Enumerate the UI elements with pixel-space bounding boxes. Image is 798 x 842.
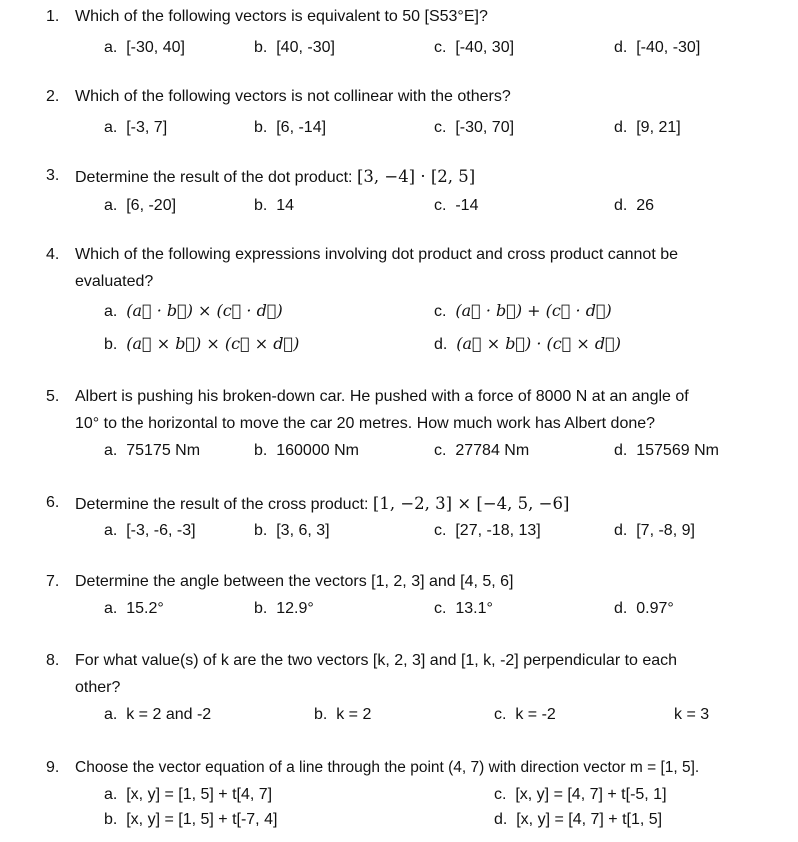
- option-c: c. k = -2: [494, 706, 556, 723]
- cross-product-expression: [1, −2, 3] × [−4, 5, −6]: [372, 494, 570, 513]
- question-stem: Determine the angle between the vectors [1, 2, 3] and [4, 5, 6]: [75, 573, 514, 590]
- option-c: c. [27, -18, 13]: [434, 522, 541, 539]
- question-number: 3.: [46, 167, 60, 184]
- option-d: d. [-40, -30]: [614, 39, 701, 56]
- option-b: b. [6, -14]: [254, 119, 327, 136]
- option-c: c. [-30, 70]: [434, 119, 515, 136]
- dot-product-expression: [3, −4] · [2, 5]: [356, 167, 476, 186]
- option-a: a. k = 2 and -2: [104, 706, 212, 723]
- question-number: 4.: [46, 246, 60, 263]
- question-stem-line2: other?: [75, 679, 121, 696]
- option-d: k = 3: [674, 706, 710, 723]
- question-number: 8.: [46, 652, 60, 669]
- question-number: 6.: [46, 494, 60, 511]
- option-b: b. k = 2: [314, 706, 372, 723]
- question-stem: Choose the vector equation of a line through the point (4, 7) with direction vector m = [1, 5].: [75, 759, 700, 776]
- question-number: 1.: [46, 8, 60, 25]
- question-stem: Determine the result of the cross product: [1, −2, 3] × [−4, 5, −6]: [75, 494, 570, 513]
- option-a: a. [x, y] = [1, 5] + t[4, 7]: [104, 786, 273, 803]
- question-number: 9.: [46, 759, 60, 776]
- option-c: c. [-40, 30]: [434, 39, 515, 56]
- option-d: d. [x, y] = [4, 7] + t[1, 5]: [494, 811, 663, 828]
- option-a: a. (a⃗ · b⃗) × (c⃗ · d⃗): [104, 301, 283, 320]
- option-d: d. [9, 21]: [614, 119, 681, 136]
- option-c: c. 13.1°: [434, 600, 493, 617]
- option-c: c. [x, y] = [4, 7] + t[-5, 1]: [494, 786, 667, 803]
- option-d: d. [7, -8, 9]: [614, 522, 695, 539]
- question-number: 5.: [46, 388, 60, 405]
- question-number: 2.: [46, 88, 60, 105]
- option-a: a. [-3, -6, -3]: [104, 522, 196, 539]
- option-a: a. [-30, 40]: [104, 39, 185, 56]
- option-c: c. -14: [434, 197, 479, 214]
- option-d: d. 157569 Nm: [614, 442, 719, 459]
- option-c: c. (a⃗ · b⃗) + (c⃗ · d⃗): [434, 301, 612, 320]
- option-d: d. 26: [614, 197, 655, 214]
- question-number: 7.: [46, 573, 60, 590]
- option-d: d. (a⃗ × b⃗) · (c⃗ × d⃗): [434, 334, 622, 353]
- option-b: b. [3, 6, 3]: [254, 522, 330, 539]
- option-c: c. 27784 Nm: [434, 442, 530, 459]
- option-d: d. 0.97°: [614, 600, 674, 617]
- question-stem: For what value(s) of k are the two vectors [k, 2, 3] and [1, k, -2] perpendicular to each: [75, 652, 678, 669]
- question-stem: Determine the result of the dot product: [3, −4] · [2, 5]: [75, 167, 476, 186]
- question-stem-line2: evaluated?: [75, 273, 154, 290]
- option-a: a. [-3, 7]: [104, 119, 168, 136]
- option-b: b. (a⃗ × b⃗) × (c⃗ × d⃗): [104, 334, 300, 353]
- option-b: b. 12.9°: [254, 600, 314, 617]
- question-stem-line2: 10° to the horizontal to move the car 20 metres. How much work has Albert done?: [75, 415, 656, 432]
- question-stem: Albert is pushing his broken-down car. He pushed with a force of 8000 N at an angle of: [75, 388, 689, 405]
- option-b: b. 14: [254, 197, 295, 214]
- question-stem: Which of the following vectors is equivalent to 50 [S53°E]?: [75, 8, 488, 25]
- option-b: b. [40, -30]: [254, 39, 335, 56]
- option-a: a. 15.2°: [104, 600, 164, 617]
- option-b: b. [x, y] = [1, 5] + t[-7, 4]: [104, 811, 278, 828]
- option-a: a. 75175 Nm: [104, 442, 201, 459]
- option-b: b. 160000 Nm: [254, 442, 359, 459]
- question-stem: Which of the following vectors is not collinear with the others?: [75, 88, 511, 105]
- option-a: a. [6, -20]: [104, 197, 177, 214]
- question-stem: Which of the following expressions involving dot product and cross product cannot be: [75, 246, 679, 263]
